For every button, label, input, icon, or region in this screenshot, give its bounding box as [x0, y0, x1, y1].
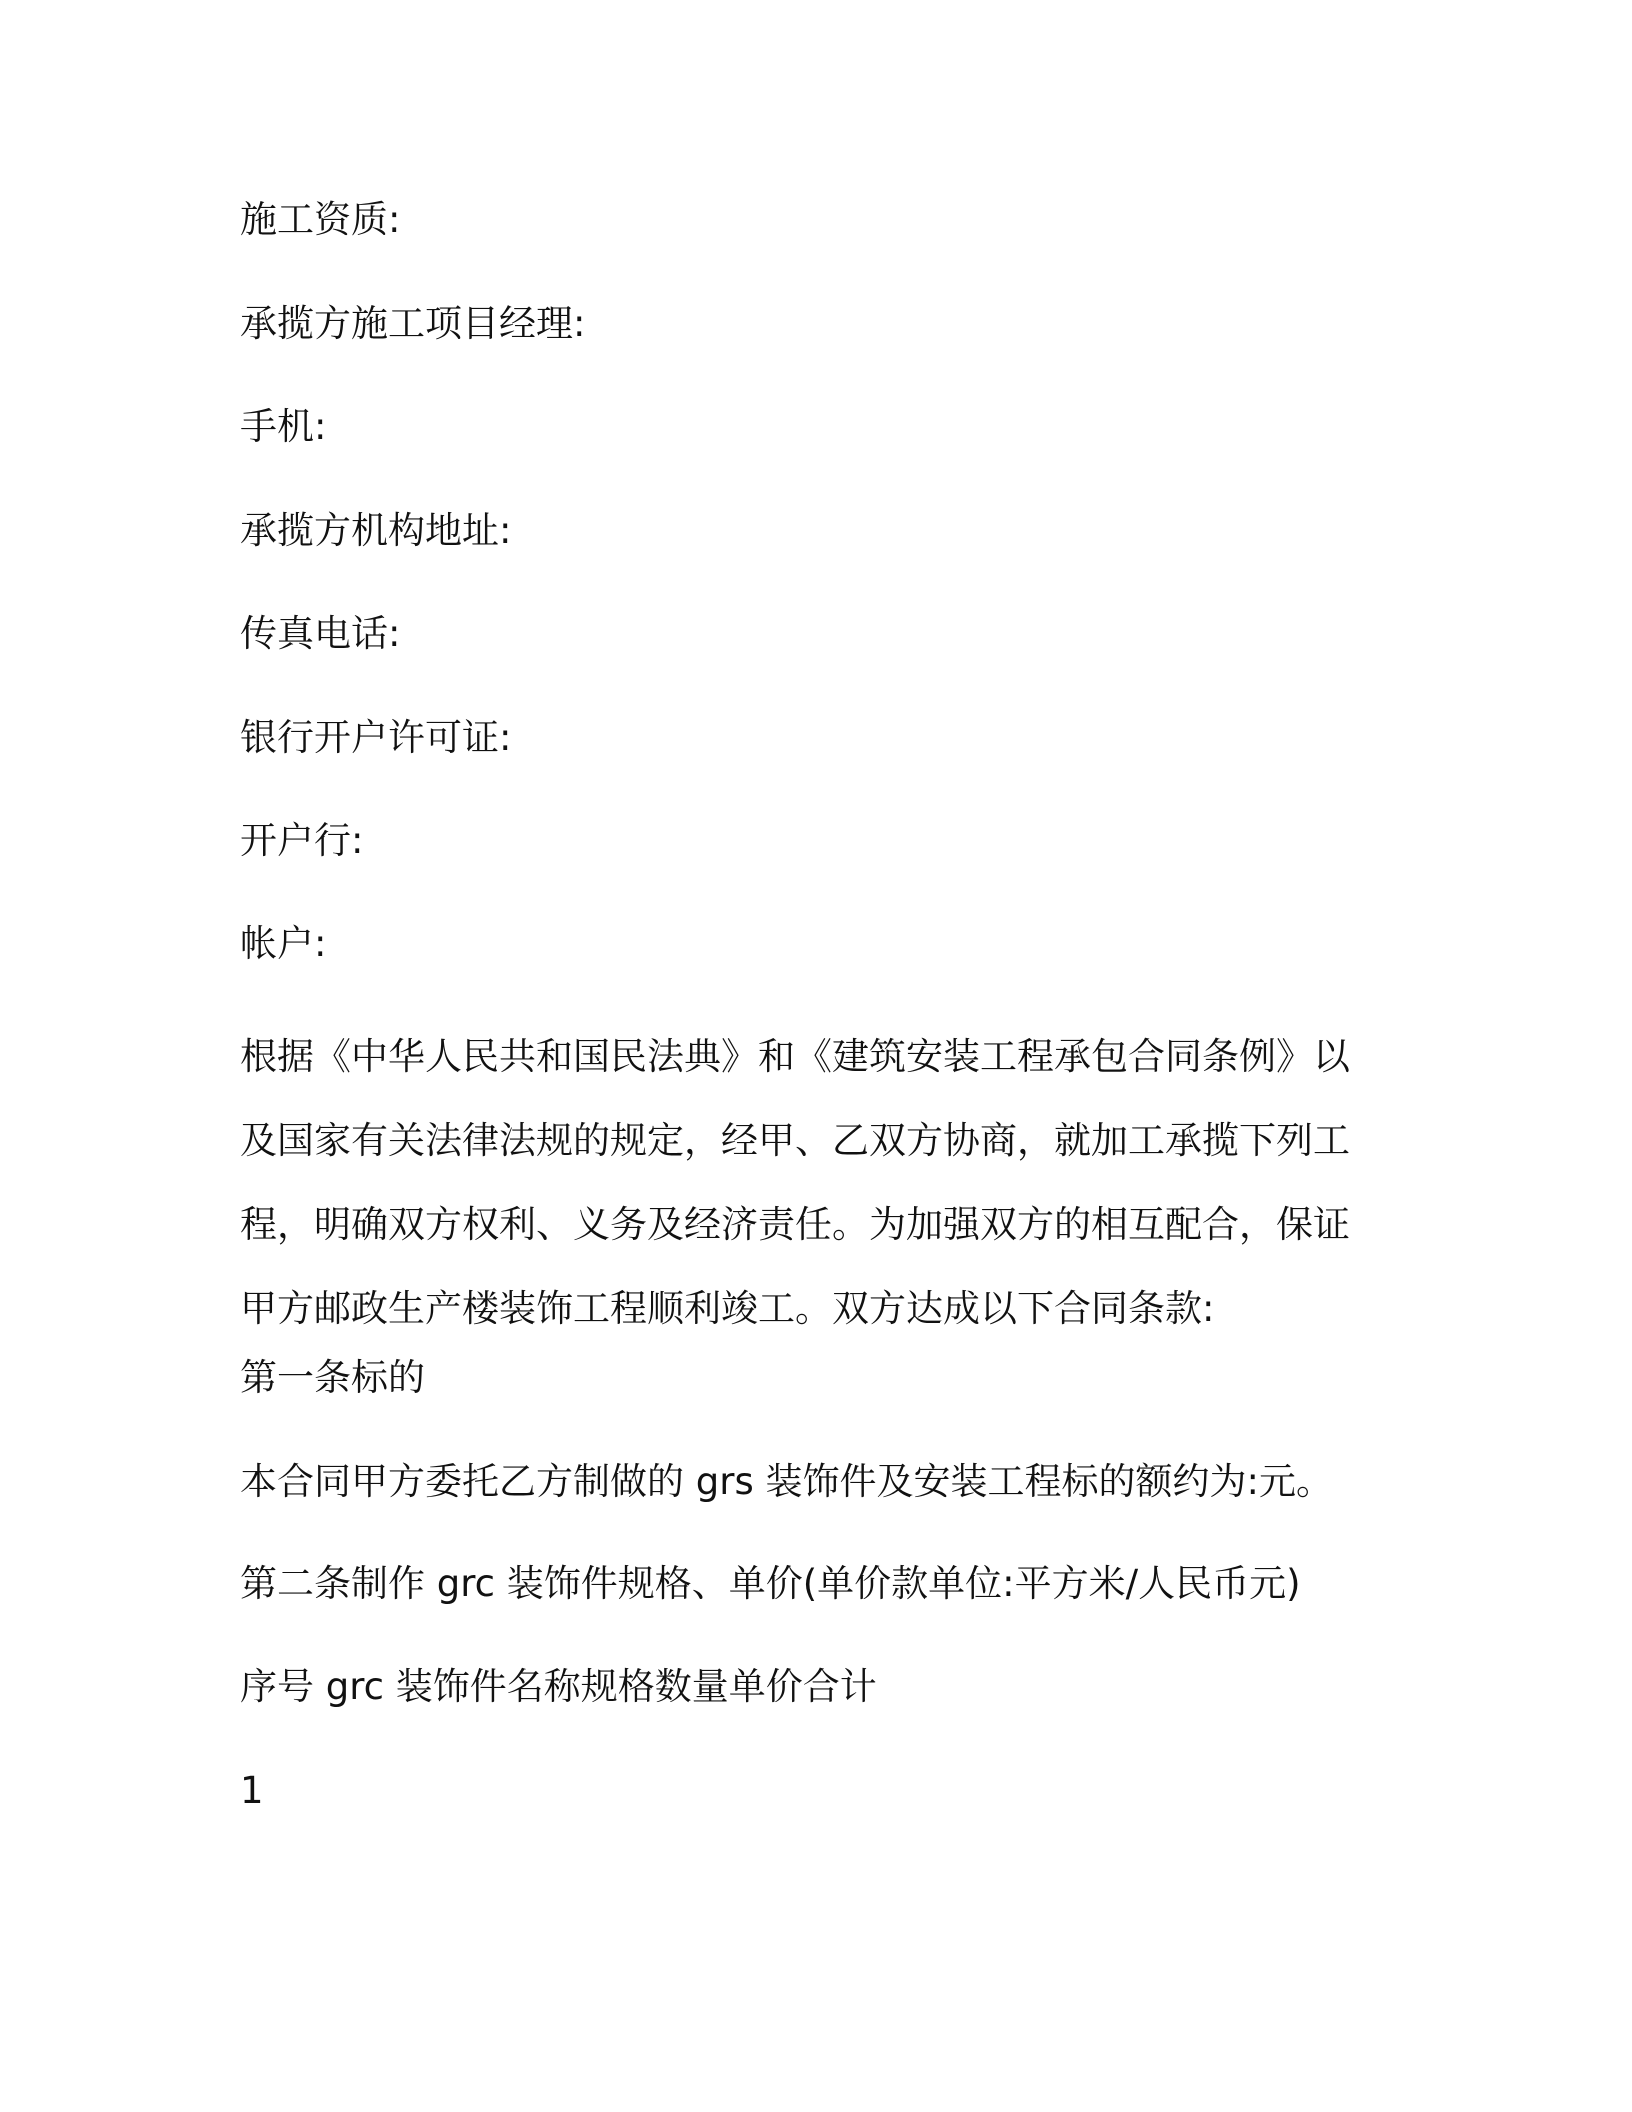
- article1-text: 本合同甲方委托乙方制做的 grs 装饰件及安装工程标的额约为:元。: [240, 1460, 1333, 1503]
- field-qualification: 施工资质:: [240, 198, 401, 241]
- table-header: 序号 grc 装饰件名称规格数量单价合计: [240, 1665, 877, 1708]
- preamble-line: 根据《中华人民共和国民法典》和《建筑安装工程承包合同条例》以: [240, 1035, 1350, 1078]
- table-row: 1: [240, 1769, 264, 1812]
- field-address: 承揽方机构地址:: [240, 509, 512, 552]
- field-bank: 开户行:: [240, 819, 364, 862]
- preamble-line: 程，明确双方权利、义务及经济责任。为加强双方的相互配合，保证: [240, 1203, 1350, 1246]
- article2-title: 第二条制作 grc 装饰件规格、单价(单价款单位:平方米/人民币元): [240, 1562, 1301, 1605]
- preamble-line: 甲方邮政生产楼装饰工程顺利竣工。双方达成以下合同条款:: [240, 1287, 1215, 1330]
- field-fax: 传真电话:: [240, 612, 401, 655]
- field-project-manager: 承揽方施工项目经理:: [240, 302, 586, 345]
- article1-title: 第一条标的: [240, 1356, 425, 1399]
- field-bank-permit: 银行开户许可证:: [240, 716, 512, 759]
- preamble-line: 及国家有关法律法规的规定，经甲、乙双方协商，就加工承揽下列工: [240, 1119, 1350, 1162]
- preamble-paragraph: [240, 1015, 1360, 1351]
- field-account: 帐户:: [240, 922, 327, 965]
- field-mobile: 手机:: [240, 405, 327, 448]
